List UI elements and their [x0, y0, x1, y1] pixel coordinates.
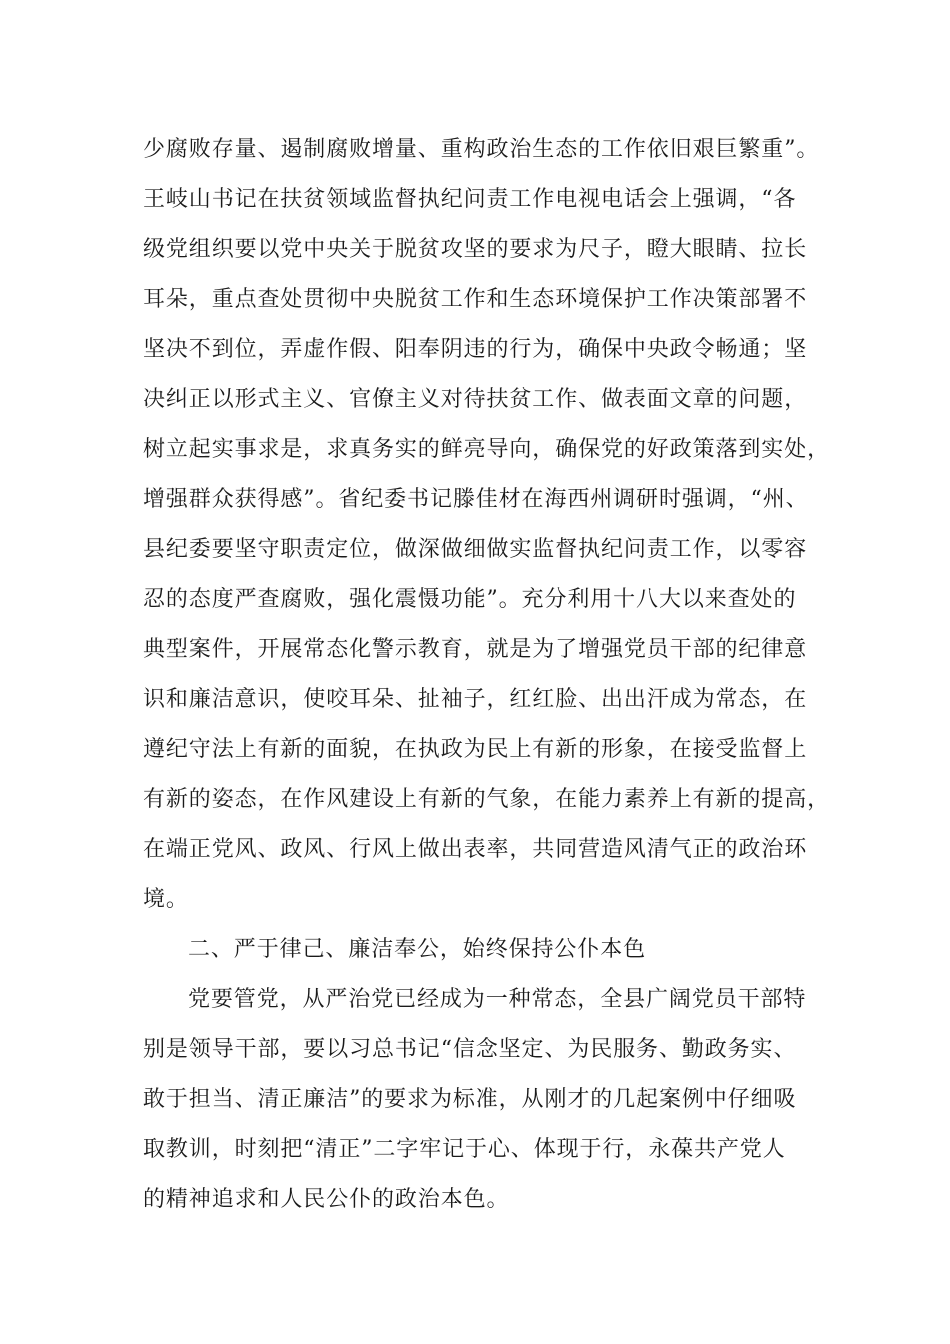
paragraph-line: 在端正党风、政风、行风上做出表率，共同营造风清气正的政治环: [143, 837, 808, 862]
paragraph-line: 典型案件，开展常态化警示教育，就是为了增强党员干部的纪律意: [143, 637, 808, 662]
paragraph-line: 境。: [143, 887, 189, 912]
paragraph-line: 决纠正以形式主义、官僚主义对待扶贫工作、做表面文章的问题，: [143, 387, 808, 412]
paragraph-line: 增强群众获得感”。省纪委书记滕佳材在海西州调研时强调，“州、: [143, 487, 809, 512]
paragraph-line: 忍的态度严查腐败，强化震慑功能”。充分利用十八大以来查处的: [143, 587, 797, 612]
paragraph-line: 树立起实事求是，求真务实的鲜亮导向，确保党的好政策落到实处，: [143, 437, 831, 462]
paragraph-line: 县纪委要坚守职责定位，做深做细做实监督执纪问责工作，以零容: [143, 537, 808, 562]
paragraph-line: 耳朵，重点查处贯彻中央脱贫工作和生态环境保护工作决策部署不: [143, 287, 808, 312]
paragraph-line: 坚决不到位，弄虚作假、阳奉阴违的行为，确保中央政令畅通；坚: [143, 337, 808, 362]
section-heading: 二、严于律己、廉洁奉公，始终保持公仆本色: [188, 937, 647, 962]
paragraph-line: 少腐败存量、遏制腐败增量、重构政治生态的工作依旧艰巨繁重”。: [143, 137, 820, 162]
paragraph-line: 别是领导干部，要以习总书记“信念坚定、为民服务、勤政务实、: [143, 1037, 797, 1062]
paragraph-line: 敢于担当、清正廉洁”的要求为标准，从刚才的几起案例中仔细吸: [143, 1087, 797, 1112]
paragraph-line: 识和廉洁意识，使咬耳朵、扯袖子，红红脸、出出汗成为常态，在: [143, 687, 808, 712]
paragraph-line: 遵纪守法上有新的面貌，在执政为民上有新的形象，在接受监督上: [143, 737, 808, 762]
paragraph-line: 取教训，时刻把“清正”二字牢记于心、体现于行，永葆共产党人: [143, 1137, 786, 1162]
paragraph-line: 的精神追求和人民公仆的政治本色。: [143, 1187, 510, 1212]
paragraph-line: 党要管党，从严治党已经成为一种常态，全县广阔党员干部特: [188, 987, 807, 1012]
paragraph-line: 级党组织要以党中央关于脱贫攻坚的要求为尺子，瞪大眼睛、拉长: [143, 237, 808, 262]
paragraph-line: 有新的姿态，在作风建设上有新的气象，在能力素养上有新的提高，: [143, 787, 831, 812]
paragraph-line: 王岐山书记在扶贫领域监督执纪问责工作电视电话会上强调，“各: [143, 187, 797, 212]
